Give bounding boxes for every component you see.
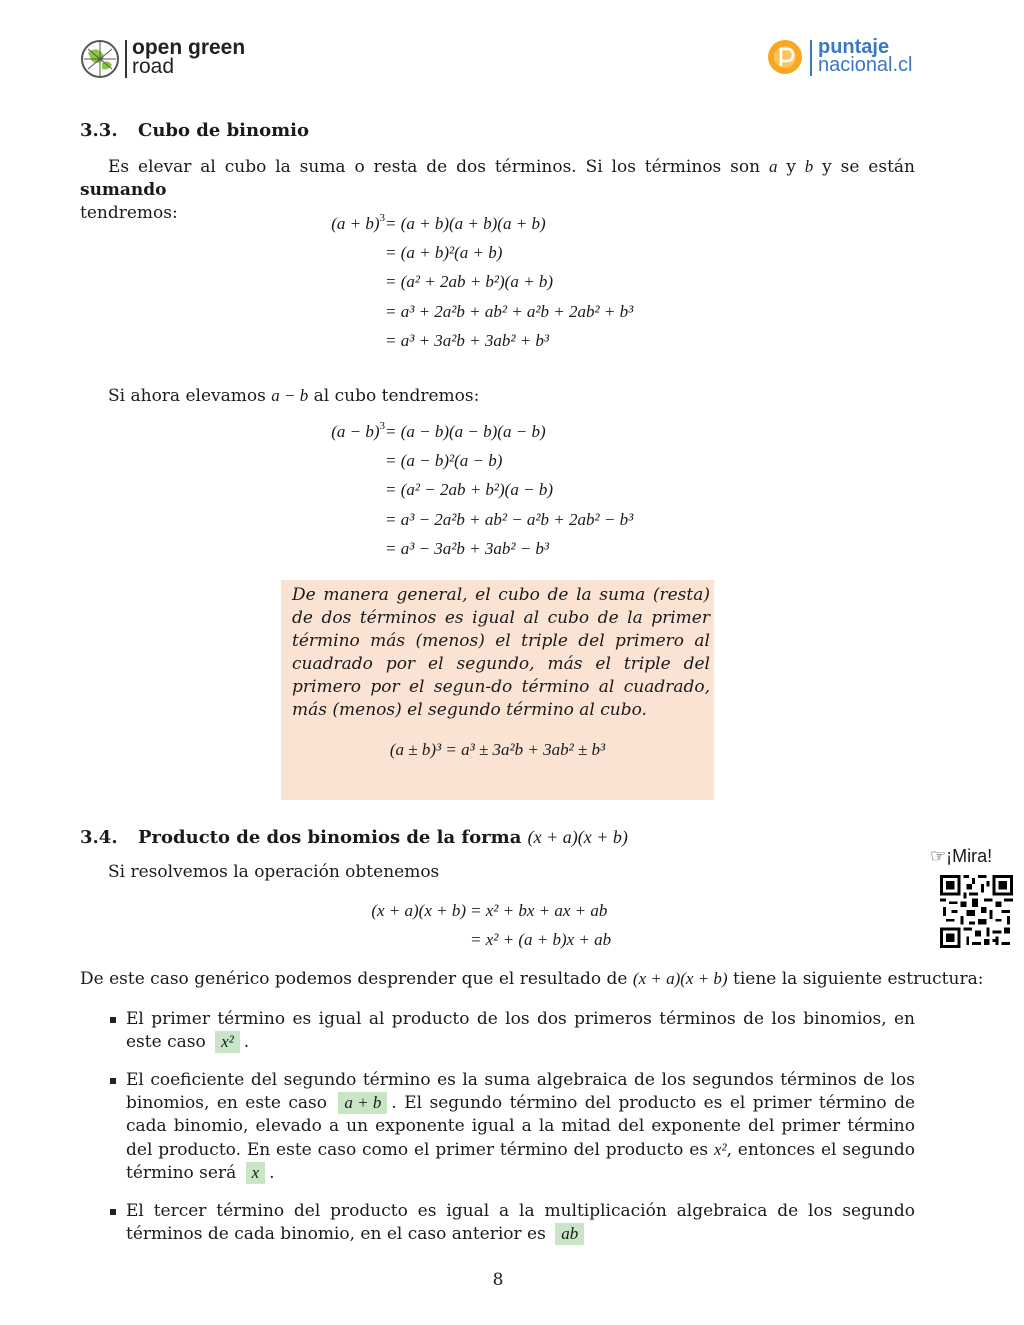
equation-row: = (a² + 2ab + b²)(a + b) xyxy=(385,272,553,291)
list-item: El primer término es igual al producto de los dos primeros términos de los binomios, en este caso x² . xyxy=(80,1008,915,1054)
equation-row: = a³ − 3a²b + 3ab² − b³ xyxy=(385,539,550,558)
bullet-icon xyxy=(110,1209,116,1215)
equation-row: = a³ + 3a²b + 3ab² + b³ xyxy=(385,331,550,350)
highlighted-answer: x xyxy=(246,1162,266,1184)
equation-lhs: (x + a)(x + b) xyxy=(371,901,466,920)
open-green-road-logo xyxy=(80,38,280,82)
section-3-4-intro: Si resolvemos la operación obtenemos xyxy=(108,862,440,882)
logo-text-line2: road xyxy=(132,55,175,78)
section-title-expression: (x + a)(x + b) xyxy=(527,827,628,847)
equation-row: = x² + bx + ax + ab xyxy=(470,901,608,920)
structure-intro: De este caso genérico podemos desprender que el resultado de (x + a)(x + b) tiene la siguiente estructura: xyxy=(80,969,984,989)
page-number: 8 xyxy=(492,1270,504,1290)
logo-text-line1: open green xyxy=(132,36,246,59)
list-item: El tercer término del producto es igual a la multiplicación algebraica de los segundo términos de cada binomio, en el caso anterior es ab xyxy=(80,1200,915,1246)
equation-row: = (a + b)²(a + b) xyxy=(385,243,503,262)
qr-code-icon[interactable] xyxy=(940,875,1013,948)
difference-intro: Si ahora elevamos a − b al cubo tendremos: xyxy=(108,386,480,406)
logo-divider xyxy=(810,40,812,76)
equation-row: = (a − b)(a − b)(a − b) xyxy=(385,422,546,441)
general-rule-text: De manera general, el cubo de la suma (resta) de dos términos es igual al cubo de la primer término más (menos) el triple del primero al cuadrado por el segundo, más el triple del primero por el segun-do término al cuadrado, más (menos) el segundo término al cubo. xyxy=(292,585,710,720)
equation-lhs: (a − b) xyxy=(331,422,380,441)
bullet-icon xyxy=(110,1078,116,1084)
section-3-4-heading xyxy=(80,825,628,850)
highlighted-answer: x² xyxy=(215,1031,240,1053)
section-number: 3.4. xyxy=(80,827,118,848)
equation-row: = (a + b)(a + b)(a + b) xyxy=(385,214,546,233)
highlighted-answer: ab xyxy=(555,1223,584,1245)
highlighted-answer: a + b xyxy=(338,1092,387,1114)
logo-divider xyxy=(125,40,127,78)
list-item: El coeficiente del segundo término es la suma algebraica de los segundos términos de los binomios, en este caso a + b . El segundo término del producto es el primer término de cada binomio, elevado a un exponente igual a la mitad del exponente del primer término del producto. En este caso como el primer término del producto es x², entonces el segundo término será x . xyxy=(80,1069,915,1185)
equation-lhs: (a + b) xyxy=(331,214,380,233)
section-title: Cubo de binomio xyxy=(138,120,309,141)
puntaje-nacional-logo xyxy=(766,38,936,82)
section-number: 3.3. xyxy=(80,120,118,141)
logo-text-line1: puntaje xyxy=(818,36,890,58)
section-title: Producto de dos binomios de la forma xyxy=(138,827,522,848)
general-rule-box xyxy=(281,580,714,800)
structure-list xyxy=(80,1008,915,1246)
equation-row: = a³ + 2a²b + ab² + a²b + 2ab² + b³ xyxy=(385,302,634,321)
bullet-icon xyxy=(110,1017,116,1023)
equation-row: = (a² − 2ab + b²)(a − b) xyxy=(385,480,553,499)
equation-row: = a³ − 2a²b + ab² − a²b + 2ab² − b³ xyxy=(385,510,634,529)
mira-link[interactable]: ☞¡Mira! xyxy=(930,846,993,866)
section-3-3-heading xyxy=(80,119,309,143)
equation-row: = (a − b)²(a − b) xyxy=(385,451,503,470)
general-rule-formula: (a ± b)³ = a³ ± 3a²b + 3ab² ± b³ xyxy=(389,740,606,759)
globe-logo-icon xyxy=(80,39,120,79)
puntaje-p-icon xyxy=(766,38,804,76)
logo-text-line2: nacional.cl xyxy=(818,54,913,76)
section-3-3-intro: Es elevar al cubo la suma o resta de dos términos. Si los términos son a y b y se están sumando tendremos: xyxy=(80,157,916,223)
equation-row: = x² + (a + b)x + ab xyxy=(470,930,612,949)
